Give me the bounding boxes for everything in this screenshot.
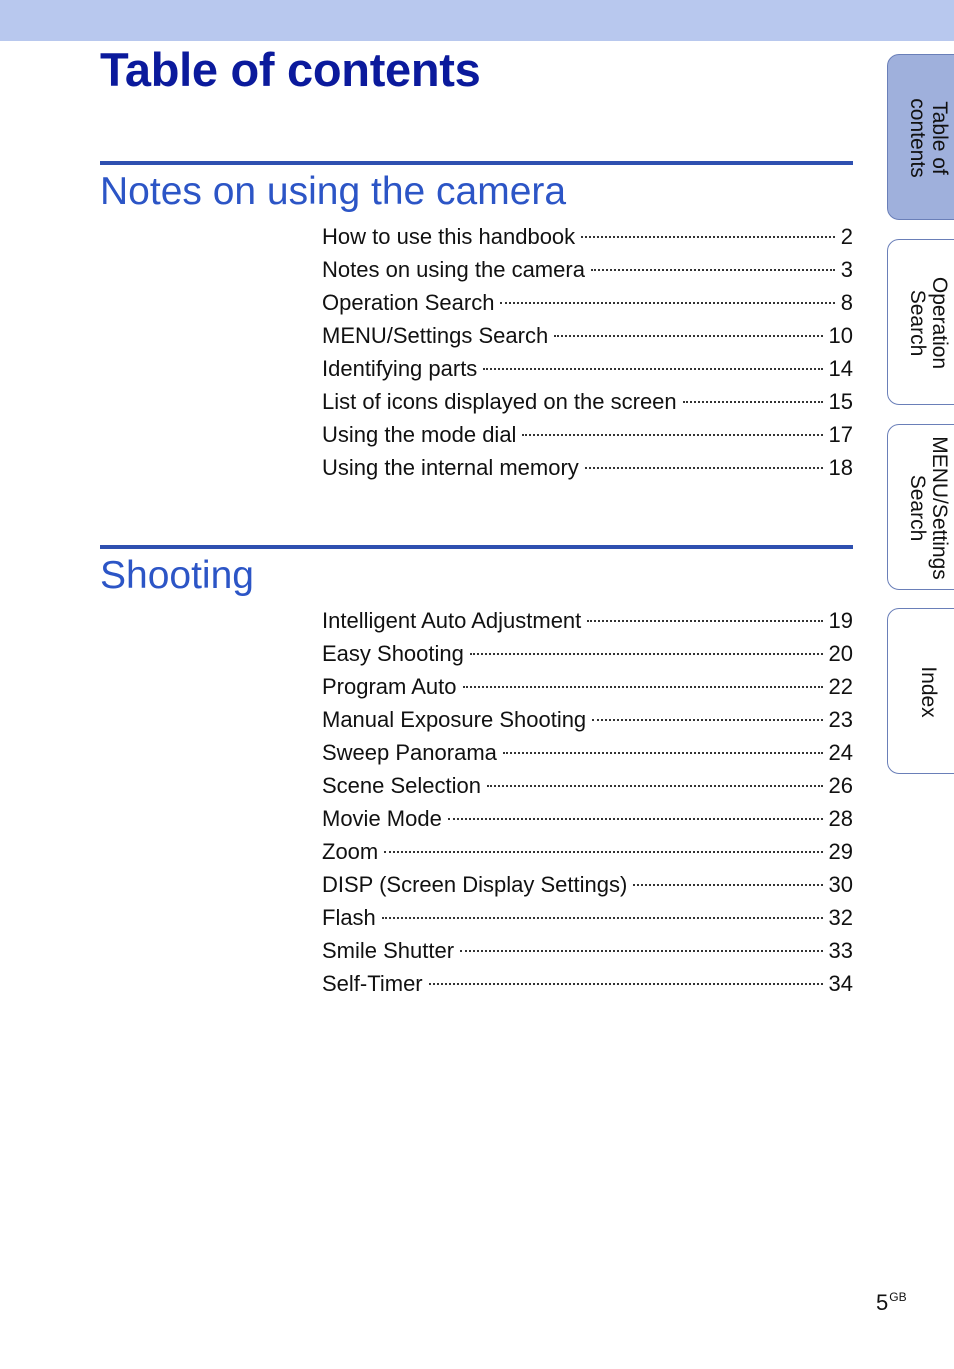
section-rule	[100, 545, 853, 549]
toc-leader-dots	[581, 236, 835, 238]
toc-entry[interactable]	[322, 224, 853, 257]
toc-entry[interactable]	[322, 323, 853, 356]
section-rule	[100, 161, 853, 165]
toc-entry-page: 29	[828, 839, 853, 864]
toc-list-shooting	[322, 608, 853, 1004]
toc-leader-dots	[585, 467, 823, 469]
toc-entry-label: Notes on using the camera	[322, 257, 585, 282]
toc-leader-dots	[592, 719, 822, 721]
toc-entry-label: Smile Shutter	[322, 938, 455, 963]
side-tab-label-line1: MENU/Settings	[928, 436, 951, 580]
toc-entry-label: Operation Search	[322, 290, 495, 315]
toc-entry-label: Self-Timer	[322, 971, 423, 996]
side-tab-index[interactable]	[887, 608, 954, 774]
toc-entry-label: List of icons displayed on the screen	[322, 389, 677, 414]
top-band	[0, 0, 954, 41]
toc-entry-label: Movie Mode	[322, 806, 442, 831]
toc-leader-dots	[470, 653, 823, 655]
toc-entry-page: 23	[828, 707, 853, 732]
toc-leader-dots	[554, 335, 822, 337]
toc-entry-page: 24	[828, 740, 853, 765]
toc-entry-label: Using the mode dial	[322, 422, 517, 447]
side-tab-label-line2: contents	[906, 98, 929, 178]
toc-leader-dots	[384, 851, 822, 853]
toc-leader-dots	[587, 620, 822, 622]
side-tab-label-line2: Search	[906, 474, 929, 542]
toc-leader-dots	[591, 269, 835, 271]
toc-entry-page: 22	[828, 674, 853, 699]
section-title: Shooting	[100, 554, 254, 597]
toc-leader-dots	[522, 434, 822, 436]
side-tab-label-line2: Search	[906, 289, 929, 357]
toc-leader-dots	[500, 302, 834, 304]
side-tab-label-line1: Table of	[928, 101, 951, 175]
side-tab-label	[906, 277, 950, 369]
toc-leader-dots	[429, 983, 823, 985]
toc-entry[interactable]	[322, 641, 853, 674]
toc-leader-dots	[633, 884, 822, 886]
section-notes	[100, 161, 853, 215]
toc-leader-dots	[382, 917, 823, 919]
toc-entry[interactable]	[322, 905, 853, 938]
toc-entry[interactable]	[322, 608, 853, 641]
toc-entry[interactable]	[322, 707, 853, 740]
toc-entry-page: 32	[828, 905, 853, 930]
toc-leader-dots	[487, 785, 823, 787]
toc-entry-label: Identifying parts	[322, 356, 478, 381]
toc-leader-dots	[683, 401, 823, 403]
toc-leader-dots	[483, 368, 822, 370]
toc-entry[interactable]	[322, 356, 853, 389]
toc-leader-dots	[463, 686, 823, 688]
section-shooting	[100, 545, 853, 599]
toc-entry[interactable]	[322, 872, 853, 905]
toc-entry-page: 19	[828, 608, 853, 633]
toc-leader-dots	[460, 950, 822, 952]
toc-entry-label: How to use this handbook	[322, 224, 576, 249]
toc-entry-page: 34	[828, 971, 853, 996]
toc-entry-page: 17	[828, 422, 853, 447]
toc-entry-label: Intelligent Auto Adjustment	[322, 608, 582, 633]
toc-entry[interactable]	[322, 290, 853, 323]
toc-entry[interactable]	[322, 422, 853, 455]
toc-entry-label: Manual Exposure Shooting	[322, 707, 587, 732]
toc-entry[interactable]	[322, 740, 853, 773]
toc-entry-label: Zoom	[322, 839, 379, 864]
toc-entry-page: 20	[828, 641, 853, 666]
toc-entry-page: 2	[840, 224, 853, 249]
toc-entry[interactable]	[322, 389, 853, 422]
side-tab-table-of-contents[interactable]	[887, 54, 954, 220]
side-tab-label	[917, 666, 939, 717]
toc-entry[interactable]	[322, 971, 853, 1004]
toc-entry-label: Flash	[322, 905, 376, 930]
toc-entry-page: 26	[828, 773, 853, 798]
toc-entry-label: Program Auto	[322, 674, 457, 699]
page-number-suffix: GB	[889, 1290, 907, 1304]
side-tab-menu-settings-search[interactable]	[887, 424, 954, 590]
toc-entry-label: Using the internal memory	[322, 455, 579, 480]
toc-entry[interactable]	[322, 773, 853, 806]
side-tab-label	[906, 98, 950, 177]
page-number-value: 5	[876, 1290, 889, 1315]
toc-entry-page: 18	[828, 455, 853, 480]
toc-leader-dots	[448, 818, 823, 820]
side-tab-operation-search[interactable]	[887, 239, 954, 405]
toc-entry-label: MENU/Settings Search	[322, 323, 549, 348]
toc-entry[interactable]	[322, 806, 853, 839]
toc-entry-label: Scene Selection	[322, 773, 481, 798]
toc-entry-page: 33	[828, 938, 853, 963]
section-title: Notes on using the camera	[100, 170, 567, 213]
page-title: Table of contents	[100, 43, 481, 96]
toc-entry-page: 10	[828, 323, 853, 348]
toc-entry-page: 28	[828, 806, 853, 831]
toc-entry[interactable]	[322, 839, 853, 872]
toc-entry-label: Sweep Panorama	[322, 740, 497, 765]
toc-leader-dots	[503, 752, 823, 754]
toc-entry-page: 8	[840, 290, 853, 315]
toc-entry[interactable]	[322, 938, 853, 971]
toc-list-notes	[322, 224, 853, 488]
toc-entry[interactable]	[322, 257, 853, 290]
toc-entry-page: 15	[828, 389, 853, 414]
toc-entry[interactable]	[322, 455, 853, 488]
toc-entry-label: DISP (Screen Display Settings)	[322, 872, 628, 897]
toc-entry-page: 14	[828, 356, 853, 381]
side-tab-label	[906, 436, 950, 580]
toc-entry-page: 3	[840, 257, 853, 282]
page-number	[876, 1290, 907, 1316]
toc-entry-page: 30	[828, 872, 853, 897]
side-tab-label-line1: Index	[917, 666, 940, 718]
toc-entry[interactable]	[322, 674, 853, 707]
side-tab-label-line1: Operation	[928, 276, 951, 370]
toc-entry-label: Easy Shooting	[322, 641, 464, 666]
